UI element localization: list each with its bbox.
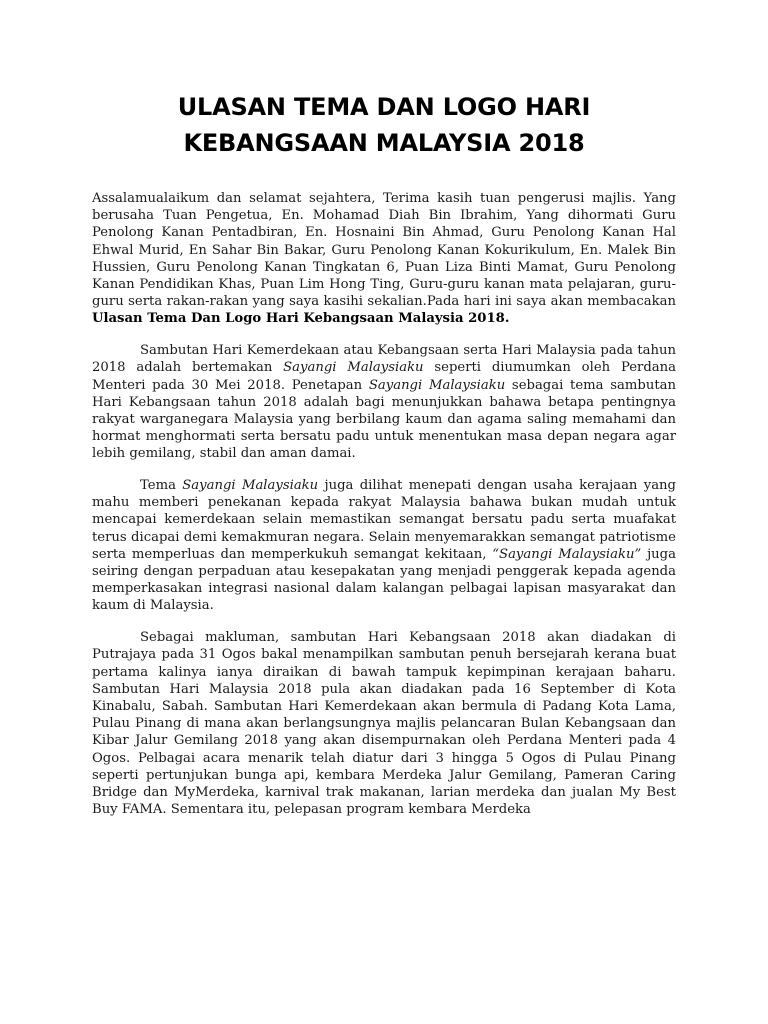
- paragraph-unity: [92, 477, 676, 615]
- document-title: [60, 89, 708, 161]
- unity-italic-1: Sayangi Malaysiaku: [182, 478, 319, 494]
- unity-text-c: juga seiring dengan perpaduan atau kesepakatan yang menjadi penggerak kepada agenda memperkasakan integrasi nasional dalam kalangan pelbagai lapisan masyarakat dan kaum di Malaysia.: [92, 546, 676, 614]
- theme-text-c: sebagai tema sambutan Hari Kebangsaan tahun 2018 adalah bagi menunjukkan bahawa betapa pentingnya rakyat warganegara Malaysia yang berbilang kaum dan agama saling memahami dan hormat menghormati serta bersatu padu untuk menentukan masa depan negara agar lebih gemilang, stabil dan aman damai.: [92, 377, 676, 462]
- title-line-2: KEBANGSAAN MALAYSIA 2018: [183, 129, 585, 157]
- document-body: [92, 190, 676, 833]
- paragraph-theme: [92, 342, 676, 462]
- theme-text-b: seperti diumumkan oleh Perdana Menteri pada 30 Mei 2018. Penetapan: [92, 360, 676, 393]
- events-text: Sebagai makluman, sambutan Hari Kebangsaan 2018 akan diadakan di Putrajaya pada 31 Ogos bakal menampilkan sambutan penuh bersejarah kerana buat pertama kalinya ianya diraikan di bawah tampuk kepimpinan kerajaan baharu. Sambutan Hari Malaysia 2018 pula akan diadakan pada 16 September di Kota Kinabalu, Sabah. Sambutan Hari Kemerdekaan akan bermula di Padang Kota Lama, Pulau Pinang di mana akan berlangsungnya majlis pelancaran Bulan Kebangsaan dan Kibar Jalur Gemilang 2018 yang akan disempurnakan oleh Perdana Menteri pada 4 Ogos. Pelbagai acara menarik telah diatur dari 3 hingga 5 Ogos di Pulau Pinang seperti pertunjukan bunga api, kembara Merdeka Jalur Gemilang, Pameran Caring Bridge dan MyMerdeka, karnival trak makanan, larian merdeka dan jualan My Best Buy FAMA. Sementara itu, pelepasan program kembara Merdeka: [92, 630, 676, 818]
- unity-italic-2: “Sayangi Malaysiaku”: [492, 546, 642, 562]
- theme-text-a: Sambutan Hari Kemerdekaan atau Kebangsaan serta Hari Malaysia pada tahun 2018 adalah bertemakan: [92, 343, 676, 376]
- theme-italic-1: Sayangi Malaysiaku: [283, 360, 424, 376]
- unity-text-a: Tema: [140, 478, 183, 494]
- paragraph-events: [92, 629, 676, 818]
- paragraph-greeting: [92, 190, 676, 328]
- theme-italic-2: Sayangi Malaysiaku: [368, 377, 506, 393]
- unity-text-b: juga dilihat menepati dengan usaha kerajaan yang mahu memberi penekanan kepada rakyat Malaysia bahawa bukan mudah untuk mencapai kemerdekaan selain memastikan semangat bersatu padu serta muafakat terus dicapai demi kemakmuran negara. Selain menyemarakkan semangat patriotisme serta memperluas dan memperkukuh semangat kekitaan,: [92, 478, 676, 562]
- greeting-bold-title: Ulasan Tema Dan Logo Hari Kebangsaan Malaysia 2018.: [92, 311, 510, 327]
- title-line-1: ULASAN TEMA DAN LOGO HARI: [177, 93, 591, 121]
- greeting-text: Assalamualaikum dan selamat sejahtera, Terima kasih tuan pengerusi majlis. Yang berusaha Tuan Pengetua, En. Mohamad Diah Bin Ibrahim, Yang dihormati Guru Penolong Kanan Pentadbiran, En. Hosnaini Bin Ahmad, Guru Penolong Kanan Hal Ehwal Murid, En Sahar Bin Bakar, Guru Penolong Kanan Kokurikulum, En. Malek Bin Hussien, Guru Penolong Kanan Tingkatan 6, Puan Liza Binti Mamat, Guru Penolong Kanan Pendidikan Khas, Puan Lim Hong Ting, Guru-guru kanan mata pelajaran, guru-guru serta rakan-rakan yang saya kasihi sekalian.Pada hari ini saya akan membacakan: [92, 191, 676, 310]
